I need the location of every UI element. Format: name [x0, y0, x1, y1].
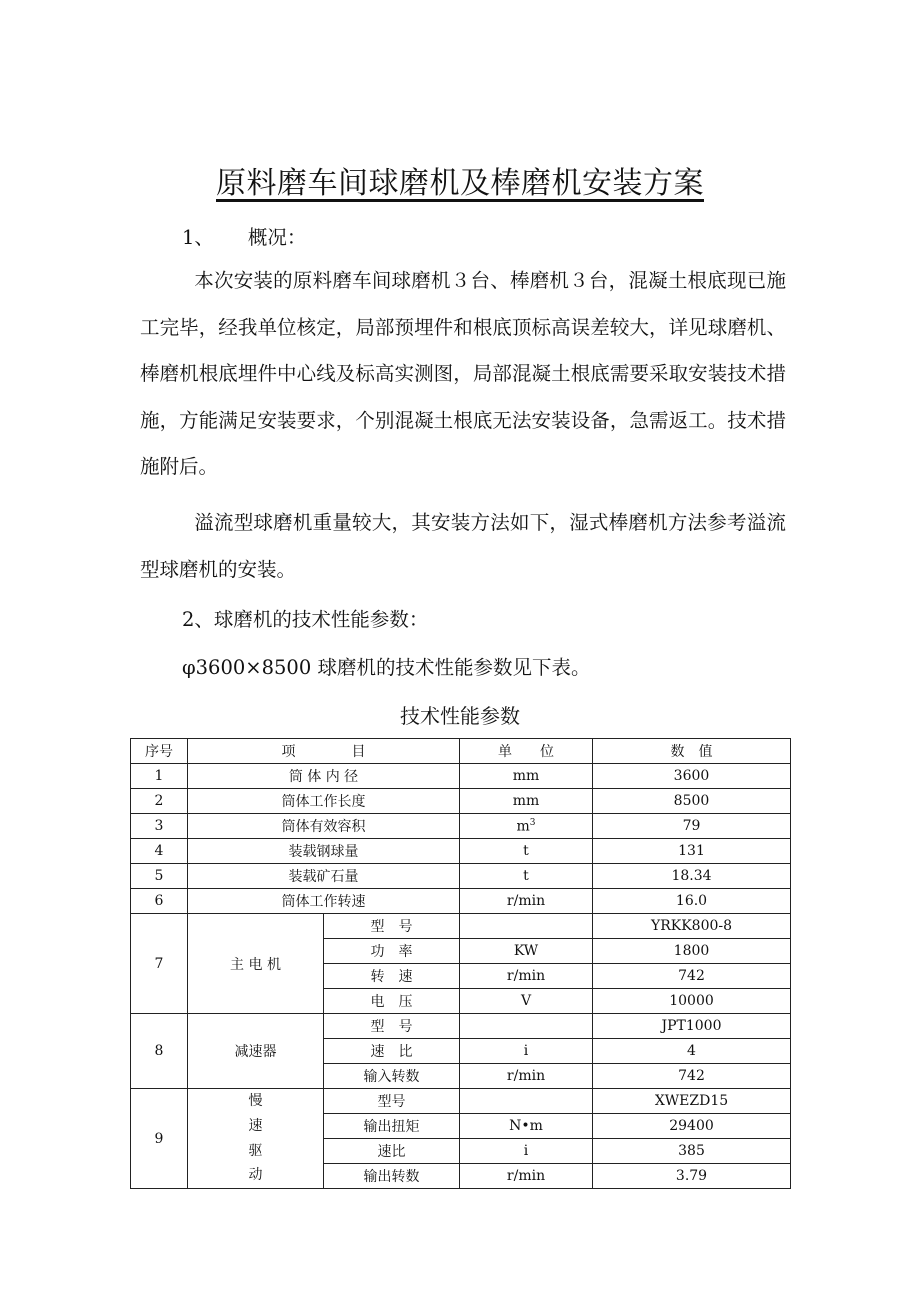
- row-no: 3: [131, 814, 188, 839]
- row-value: 18.34: [593, 864, 791, 889]
- install-method-paragraph: [140, 500, 786, 593]
- row-value: 3.79: [593, 1164, 791, 1189]
- row-item: 筒 体 内 径: [188, 764, 460, 789]
- overview-text: 本次安装的原料磨车间球磨机３台、棒磨机３台，混凝土根底现已施工完毕，经我单位核定，局部预埋件和根底顶标高误差较大，详见球磨机、棒磨机根底埋件中心线及标高实测图，局部混凝土根底需要采取安装技术措施，方能满足安装要求，个别混凝土根底无法安装设备，急需返工。技术措施附后。: [140, 269, 786, 478]
- section-1-heading: [182, 222, 306, 250]
- row-no: 1: [131, 764, 188, 789]
- unit-base: m: [516, 818, 530, 835]
- install-method-text: 溢流型球磨机重量较大，其安装方法如下，湿式棒磨机方法参考溢流型球磨机的安装。: [140, 511, 786, 581]
- row-item: 装载矿石量: [188, 864, 460, 889]
- table-row: [131, 914, 791, 939]
- group-no: 8: [131, 1014, 188, 1089]
- row-unit: [460, 914, 593, 939]
- row-value: 1800: [593, 939, 791, 964]
- row-unit: N•m: [460, 1114, 593, 1139]
- row-item: 筒体工作转速: [188, 889, 460, 914]
- sub-item: 输入转数: [324, 1064, 460, 1089]
- sub-item: 输出转数: [324, 1164, 460, 1189]
- table-row: [131, 1014, 791, 1039]
- row-value: 4: [593, 1039, 791, 1064]
- row-unit: t: [460, 864, 593, 889]
- row-value: XWEZD15: [593, 1089, 791, 1114]
- row-value: 385: [593, 1139, 791, 1164]
- row-unit: r/min: [460, 1064, 593, 1089]
- sub-item: 速比: [324, 1139, 460, 1164]
- section-1-label: 概况：: [247, 226, 307, 249]
- group-no: 9: [131, 1089, 188, 1189]
- group-name: 主 电 机: [188, 914, 324, 1014]
- row-value: 79: [593, 814, 791, 839]
- sub-item: 型 号: [324, 1014, 460, 1039]
- row-value: 3600: [593, 764, 791, 789]
- group-name-char: 慢: [248, 1093, 263, 1109]
- row-value: YRKK800-8: [593, 914, 791, 939]
- sub-item: 型 号: [324, 914, 460, 939]
- sub-item: 输出扭矩: [324, 1114, 460, 1139]
- group-name-char: 动: [248, 1167, 263, 1184]
- group-no: 7: [131, 914, 188, 1014]
- row-unit: KW: [460, 939, 593, 964]
- group-name-char: 驱: [248, 1142, 263, 1159]
- row-unit: r/min: [460, 964, 593, 989]
- table-intro: φ3600×8500 球磨机的技术性能参数见下表。: [182, 656, 591, 679]
- spec-table: [130, 738, 791, 1189]
- table-row: [131, 764, 791, 789]
- row-item: 筒体工作长度: [188, 789, 460, 814]
- table-row: [131, 1089, 791, 1114]
- section-2-heading: 2、球磨机的技术性能参数：: [182, 608, 429, 631]
- section-1-number: 1、: [182, 226, 214, 249]
- sub-item: 转 速: [324, 964, 460, 989]
- group-name-char: 速: [248, 1117, 263, 1134]
- sub-item: 型号: [324, 1089, 460, 1114]
- row-unit: [460, 1014, 593, 1039]
- row-value: 10000: [593, 989, 791, 1014]
- row-item: 筒体有效容积: [188, 814, 460, 839]
- row-no: 4: [131, 839, 188, 864]
- row-unit: [460, 1089, 593, 1114]
- table-row: [131, 864, 791, 889]
- row-unit: [460, 814, 593, 839]
- header-item: 项 目: [188, 739, 460, 764]
- group-name-vertical: [188, 1089, 324, 1189]
- row-no: 5: [131, 864, 188, 889]
- row-unit: V: [460, 989, 593, 1014]
- sub-item: 功 率: [324, 939, 460, 964]
- header-no: 序号: [131, 739, 188, 764]
- row-no: 6: [131, 889, 188, 914]
- row-unit: mm: [460, 789, 593, 814]
- sub-item: 电 压: [324, 989, 460, 1014]
- sub-item: 速 比: [324, 1039, 460, 1064]
- overview-paragraph: [140, 258, 786, 491]
- row-value: 131: [593, 839, 791, 864]
- row-value: 742: [593, 964, 791, 989]
- row-unit: mm: [460, 764, 593, 789]
- table-row: [131, 839, 791, 864]
- row-unit: i: [460, 1039, 593, 1064]
- row-value: 8500: [593, 789, 791, 814]
- table-row: [131, 889, 791, 914]
- table-caption: 技术性能参数: [400, 704, 520, 728]
- row-value: 742: [593, 1064, 791, 1089]
- row-value: JPT1000: [593, 1014, 791, 1039]
- group-name: 减速器: [188, 1014, 324, 1089]
- table-row: [131, 789, 791, 814]
- header-value: 数 值: [593, 739, 791, 764]
- row-no: 2: [131, 789, 188, 814]
- row-unit: r/min: [460, 889, 593, 914]
- row-unit: t: [460, 839, 593, 864]
- unit-superscript: 3: [529, 817, 536, 828]
- row-item: 装载钢球量: [188, 839, 460, 864]
- document-title: 原料磨车间球磨机及棒磨机安装方案: [216, 166, 704, 201]
- header-unit: 单 位: [460, 739, 593, 764]
- table-row: [131, 814, 791, 839]
- row-unit: i: [460, 1139, 593, 1164]
- row-value: 29400: [593, 1114, 791, 1139]
- row-value: 16.0: [593, 889, 791, 914]
- table-header-row: [131, 739, 791, 764]
- row-unit: r/min: [460, 1164, 593, 1189]
